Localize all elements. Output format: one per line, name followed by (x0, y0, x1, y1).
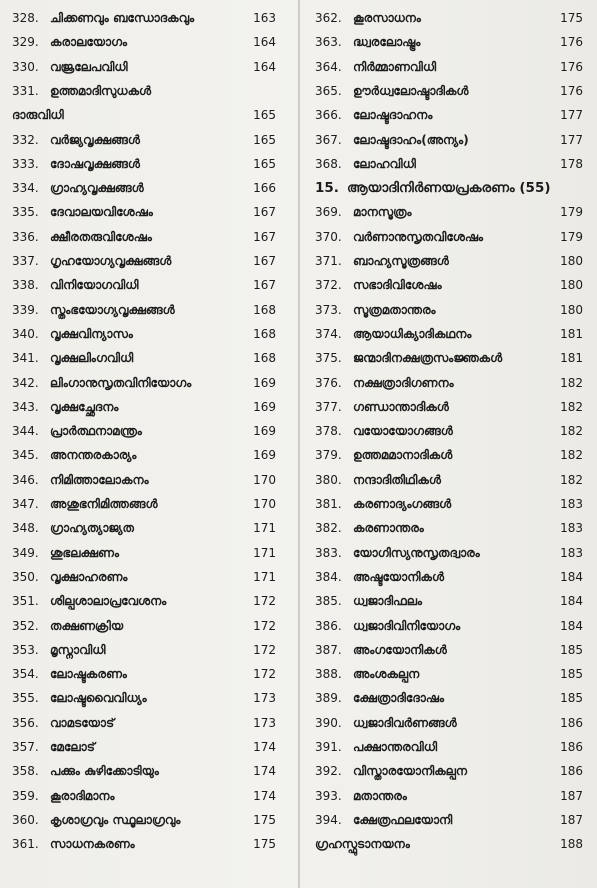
entry-number: 351. (12, 594, 39, 609)
entry-title: വയോയോഗങ്ങൾ (353, 424, 453, 439)
entry-title: ദേവാലയവിശേഷം (50, 205, 153, 220)
entry-page-number: 185 (560, 667, 583, 682)
toc-entry (301, 79, 597, 103)
entry-title: യോഗിസ്യനുസൃതദ്വാരം (353, 545, 480, 560)
entry-title: ലോഹവിധി (353, 156, 416, 171)
entry-page-number: 168 (253, 302, 276, 317)
entry-number: 394. (315, 812, 342, 827)
entry-page-number: 186 (560, 740, 583, 754)
entry-title: വൃക്ഷലിംഗവിധി (50, 351, 134, 366)
toc-entry (301, 735, 597, 759)
entry-number: 365. (315, 83, 342, 98)
entry-number: 334. (12, 181, 39, 196)
entry-number: 367. (315, 132, 342, 147)
entry-title: ആയാധിക്യാദികഥനം (353, 326, 472, 341)
toc-entry (0, 443, 298, 467)
entry-number: 338. (12, 278, 39, 293)
entry-page-number: 175 (560, 11, 583, 25)
entry-title: വിനിയോഗവിധി (50, 278, 139, 293)
entry-page-number: 172 (253, 618, 276, 633)
toc-entry (301, 103, 597, 127)
entry-number: 358. (12, 764, 39, 779)
entry-title: ശുഭലക്ഷണം (50, 545, 119, 560)
entry-page-number: 165 (253, 156, 276, 171)
entry-title: ലോഷ്ടവൈവിധ്യം (50, 691, 147, 706)
entry-number: 369. (315, 205, 342, 220)
entry-page-number: 174 (253, 740, 276, 754)
entry-number: 356. (12, 715, 39, 730)
entry-number: 330. (12, 59, 39, 74)
entry-page-number: 171 (253, 545, 276, 560)
entry-number: 343. (12, 399, 39, 414)
entry-number: 359. (12, 788, 39, 803)
entry-title: കൂരസാധനം (353, 11, 421, 25)
toc-entry (301, 711, 597, 735)
toc-entry (0, 371, 298, 395)
entry-title: നിർമ്മാണവിധി (353, 59, 437, 74)
toc-entry (0, 55, 298, 79)
toc-entry (301, 662, 597, 686)
entry-number: 350. (12, 569, 39, 584)
entry-page-number: 172 (253, 667, 276, 682)
toc-entry (301, 30, 597, 54)
toc-entry (0, 273, 298, 297)
toc-entry (301, 468, 597, 492)
toc-entry (0, 614, 298, 638)
entry-page-number: 172 (253, 642, 276, 657)
entry-page-number: 169 (253, 399, 276, 414)
toc-entry (0, 200, 298, 224)
entry-page-number: 177 (560, 132, 583, 147)
entry-number: 366. (315, 108, 342, 123)
entry-title: വിസ്താരയോനികല്പന (353, 764, 468, 779)
entry-page-number: 182 (560, 472, 583, 487)
toc-entry (301, 346, 597, 370)
entry-number: 340. (12, 326, 39, 341)
toc-entry (0, 711, 298, 735)
entry-page-number: 184 (560, 569, 583, 584)
entry-title: ക്ഷീരതരുവിശേഷം (50, 229, 152, 244)
entry-number: 392. (315, 764, 342, 779)
entry-title: ലോഷ്ടദാഹം(അന്യം) (353, 132, 469, 147)
entry-title: ക്ഷേത്രഫലയോനി (353, 812, 453, 827)
entry-number: 335. (12, 205, 39, 220)
entry-title: ഉത്തമാദിസുധകൾ (50, 83, 152, 98)
entry-title: കൃശാഗ്രവും സ്ഥൂലാഗ്രവും (50, 812, 181, 827)
entry-number: 389. (315, 691, 342, 706)
entry-page-number: 183 (560, 521, 583, 536)
entry-number: 371. (315, 254, 342, 268)
entry-title: പ്രാർത്ഥനാമന്ത്രം (50, 424, 142, 439)
entry-title: ധ്വജാദിഫലം (353, 594, 423, 609)
entry-number: 353. (12, 642, 39, 657)
entry-title: കരണാദ്യംഗങ്ങൾ (353, 497, 452, 511)
entry-page-number: 170 (253, 472, 276, 487)
toc-entry (0, 516, 298, 540)
entry-page-number: 167 (253, 254, 276, 268)
entry-number: 372. (315, 278, 342, 293)
entry-page-number: 182 (560, 424, 583, 439)
entry-number: 370. (315, 229, 342, 244)
entry-number: 355. (12, 691, 39, 706)
entry-number: 344. (12, 424, 39, 439)
entry-number: 387. (315, 642, 342, 657)
toc-entry (301, 322, 597, 346)
entry-page-number: 176 (560, 35, 583, 50)
entry-number: 15. (315, 180, 339, 197)
entry-page-number: 170 (253, 497, 276, 511)
entry-title: ദോഷവൃക്ഷങ്ങൾ (50, 156, 140, 171)
entry-page-number: 171 (253, 569, 276, 584)
entry-page-number: 169 (253, 424, 276, 439)
entry-title: ദാരുവിധി (12, 108, 64, 123)
entry-title: കരണാന്തരം (353, 521, 424, 536)
entry-number: 378. (315, 424, 342, 439)
entry-title: ധ്വജാദിവിനിയോഗം (353, 618, 461, 633)
toc-entry (301, 273, 597, 297)
toc-entry (0, 322, 298, 346)
entry-page-number: 165 (253, 108, 276, 123)
entry-page-number: 181 (560, 326, 583, 341)
entry-page-number: 168 (253, 351, 276, 366)
toc-entry (0, 152, 298, 176)
entry-number: 381. (315, 497, 342, 511)
entry-page-number: 185 (560, 642, 583, 657)
entry-page-number: 183 (560, 497, 583, 511)
toc-entry (0, 759, 298, 783)
entry-title: വജ്രലേപവിധി (50, 59, 128, 74)
entry-number: 336. (12, 229, 39, 244)
entry-number: 337. (12, 254, 39, 268)
toc-entry (301, 541, 597, 565)
entry-number: 331. (12, 83, 39, 98)
entry-title: അഷ്ടയോനികൾ (353, 569, 445, 584)
entry-title: നന്ദാദിതിഥികൾ (353, 472, 441, 487)
entry-title: മേലോട് (50, 740, 95, 754)
entry-page-number: 175 (253, 812, 276, 827)
entry-title: മൃസ്നാവിധി (50, 642, 106, 657)
entry-title: അനന്തരകാര്യം (50, 448, 137, 463)
entry-number: 374. (315, 326, 342, 341)
toc-entry (0, 225, 298, 249)
entry-number: 363. (315, 35, 342, 50)
entry-title: അശുഭനിമിത്തങ്ങൾ (50, 497, 158, 511)
entry-number: 391. (315, 740, 342, 754)
toc-left-column (0, 0, 298, 888)
entry-page-number: 165 (253, 132, 276, 147)
entry-number: 376. (315, 375, 342, 390)
entry-title: മതാന്തരം (353, 788, 407, 803)
entry-page-number: 179 (560, 229, 583, 244)
entry-number: 368. (315, 156, 342, 171)
column-divider (298, 0, 300, 888)
entry-page-number: 173 (253, 691, 276, 706)
toc-entry (0, 735, 298, 759)
entry-number: 354. (12, 667, 39, 682)
toc-entry (301, 686, 597, 710)
entry-number: 329. (12, 35, 39, 50)
entry-title: ഗ്രാഹ്യത്യാജ്യത (50, 521, 134, 536)
entry-title: വാമടയോട് (50, 715, 115, 730)
entry-page-number: 185 (560, 691, 583, 706)
entry-page-number: 186 (560, 715, 583, 730)
entry-number: 342. (12, 375, 39, 390)
section-heading (301, 176, 597, 200)
toc-entry (0, 808, 298, 832)
entry-title: തക്ഷണക്രിയ (50, 618, 124, 633)
entry-page-number: 178 (560, 156, 583, 171)
entry-title: സൂത്രമതാന്തരം (353, 302, 436, 317)
entry-title: ബാഹ്യസൂത്രങ്ങൾ (353, 254, 449, 268)
entry-number: 373. (315, 302, 342, 317)
entry-page-number: 168 (253, 326, 276, 341)
entry-page-number: 180 (560, 254, 583, 268)
entry-page-number: 180 (560, 302, 583, 317)
toc-entry (301, 395, 597, 419)
toc-entry (301, 152, 597, 176)
entry-title: ഉത്തമമാനാദികൾ (353, 448, 453, 463)
toc-entry (0, 686, 298, 710)
toc-entry (301, 808, 597, 832)
toc-entry (0, 128, 298, 152)
entry-title: ധ്വജാദിവർണങ്ങൾ (353, 715, 457, 730)
entry-title: ഗൃഹയോഗ്യവൃക്ഷങ്ങൾ (50, 254, 172, 268)
entry-title: നക്ഷത്രാദിഗണനം (353, 375, 454, 390)
entry-page-number: 169 (253, 375, 276, 390)
entry-number: 348. (12, 521, 39, 536)
entry-number: 333. (12, 156, 39, 171)
entry-page-number: 177 (560, 108, 583, 123)
entry-page-number: 184 (560, 618, 583, 633)
entry-number: 328. (12, 11, 39, 25)
entry-title: ശില്പശാലാപ്രവേശനം (50, 594, 167, 609)
entry-number: 339. (12, 302, 39, 317)
toc-entry (301, 443, 597, 467)
entry-page-number: 171 (253, 521, 276, 536)
entry-page-number: 173 (253, 715, 276, 730)
toc-entry (0, 565, 298, 589)
entry-number: 361. (12, 837, 39, 852)
entry-title: പക്കും കുഴിക്കോടിയും (50, 764, 159, 779)
toc-entry (301, 249, 597, 273)
toc-entry (0, 346, 298, 370)
toc-entry (0, 103, 298, 127)
entry-number: 345. (12, 448, 39, 463)
toc-entry (301, 298, 597, 322)
entry-page-number: 181 (560, 351, 583, 366)
toc-entry (301, 759, 597, 783)
entry-page-number: 174 (253, 764, 276, 779)
entry-page-number: 167 (253, 205, 276, 220)
entry-page-number: 166 (253, 181, 276, 196)
entry-number: 388. (315, 667, 342, 682)
entry-number: 360. (12, 812, 39, 827)
entry-title: ജന്മാദിനക്ഷത്രസംജ്ഞകൾ (353, 351, 503, 366)
toc-entry (301, 200, 597, 224)
entry-title: ലോഷ്ടദാഹനം (353, 108, 433, 123)
entry-title: അംഗയോനികൾ (353, 642, 447, 657)
entry-page-number: 175 (253, 837, 276, 852)
toc-entry (301, 492, 597, 516)
toc-right-column (301, 0, 597, 888)
toc-entry (0, 589, 298, 613)
entry-number: 346. (12, 472, 39, 487)
toc-entry (0, 298, 298, 322)
entry-number: 380. (315, 472, 342, 487)
entry-number: 385. (315, 594, 342, 609)
toc-entry (301, 128, 597, 152)
entry-number: 375. (315, 351, 342, 366)
entry-title: വൃക്ഷവിന്യാസം (50, 326, 133, 341)
entry-page-number: 169 (253, 448, 276, 463)
entry-title: ഊർധ്വലോഷ്ടാദികൾ (353, 83, 469, 98)
entry-title: ചിക്കണവും ബന്ധോദകവും (50, 11, 195, 25)
toc-entry (301, 784, 597, 808)
toc-entry (301, 565, 597, 589)
entry-number: 386. (315, 618, 342, 633)
entry-number: 357. (12, 740, 39, 754)
toc-entry (0, 638, 298, 662)
toc-entry (301, 589, 597, 613)
entry-page-number: 186 (560, 764, 583, 779)
toc-entry (0, 784, 298, 808)
entry-title: വർണാനുസൃതവിശേഷം (353, 229, 484, 244)
entry-number: 347. (12, 497, 39, 511)
entry-page-number: 176 (560, 59, 583, 74)
toc-entry (301, 419, 597, 443)
entry-number: 379. (315, 448, 342, 463)
entry-title: പക്ഷാന്തരവിധി (353, 740, 438, 754)
entry-page-number: 182 (560, 448, 583, 463)
toc-entry (0, 79, 298, 103)
entry-title: ലോഷ്ടകരണം (50, 667, 127, 682)
entry-title: ക്ഷേത്രാദിദോഷം (353, 691, 445, 706)
entry-number: 341. (12, 351, 39, 366)
entry-title: വൃക്ഷാഹരണം (50, 569, 128, 584)
entry-number: 393. (315, 788, 342, 803)
entry-number: 377. (315, 399, 342, 414)
entry-number: 362. (315, 11, 342, 25)
entry-title: സഭാദിവിശേഷം (353, 278, 442, 293)
toc-entry (0, 662, 298, 686)
entry-title: ഗ്രാഹ്യവൃക്ഷങ്ങൾ (50, 181, 144, 196)
entry-title: നിമിത്താലോകനം (50, 472, 149, 487)
toc-entry (0, 419, 298, 443)
entry-number: 390. (315, 715, 342, 730)
entry-page-number: 167 (253, 229, 276, 244)
entry-page-number: 164 (253, 35, 276, 50)
entry-page-number: 182 (560, 375, 583, 390)
entry-page-number: 187 (560, 812, 583, 827)
entry-number: 384. (315, 569, 342, 584)
entry-title: ആയാദിനിർണയപ്രകരണം (55) (347, 180, 551, 197)
entry-number: 364. (315, 59, 342, 74)
toc-entry (0, 249, 298, 273)
entry-title: സ്തംഭയോഗ്യവൃക്ഷങ്ങൾ (50, 302, 175, 317)
entry-number: 349. (12, 545, 39, 560)
entry-title: ഗ്രഹസ്ഫുടാനയനം (315, 837, 410, 852)
toc-entry (301, 832, 597, 856)
toc-entry (301, 225, 597, 249)
entry-page-number: 182 (560, 399, 583, 414)
toc-entry (0, 832, 298, 856)
entry-number: 382. (315, 521, 342, 536)
entry-title: കൂരാദിമാനം (50, 788, 115, 803)
entry-page-number: 167 (253, 278, 276, 293)
entry-title: മാനസൂത്രം (353, 205, 412, 220)
entry-page-number: 183 (560, 545, 583, 560)
entry-page-number: 176 (560, 83, 583, 98)
toc-entry (301, 55, 597, 79)
entry-page-number: 179 (560, 205, 583, 220)
entry-page-number: 180 (560, 278, 583, 293)
toc-entry (0, 30, 298, 54)
toc-entry (0, 6, 298, 30)
entry-number: 383. (315, 545, 342, 560)
entry-page-number: 184 (560, 594, 583, 609)
toc-entry (301, 638, 597, 662)
entry-page-number: 174 (253, 788, 276, 803)
toc-entry (301, 516, 597, 540)
entry-title: വൃക്ഷച്ഛേദനം (50, 399, 119, 414)
toc-entry (0, 541, 298, 565)
toc-entry (301, 614, 597, 638)
entry-title: ലിംഗാനുസൃതവിനിയോഗം (50, 375, 192, 390)
entry-page-number: 172 (253, 594, 276, 609)
entry-number: 332. (12, 132, 39, 147)
toc-entry (0, 468, 298, 492)
entry-page-number: 163 (253, 11, 276, 25)
entry-page-number: 188 (560, 837, 583, 852)
entry-title: ദ്ധ്വരലോഷ്ട്രം (353, 35, 421, 50)
entry-title: വർജ്യവൃക്ഷങ്ങൾ (50, 132, 140, 147)
toc-entry (301, 6, 597, 30)
entry-page-number: 187 (560, 788, 583, 803)
entry-title: സാധനകരണം (50, 837, 135, 852)
entry-title: അംശകല്പന (353, 667, 420, 682)
entry-number: 352. (12, 618, 39, 633)
toc-entry (0, 176, 298, 200)
toc-entry (0, 395, 298, 419)
entry-title: ഗണ്ഡാന്താദികൾ (353, 399, 449, 414)
entry-page-number: 164 (253, 59, 276, 74)
toc-entry (0, 492, 298, 516)
toc-entry (301, 371, 597, 395)
entry-title: കരാലയോഗം (50, 35, 128, 50)
